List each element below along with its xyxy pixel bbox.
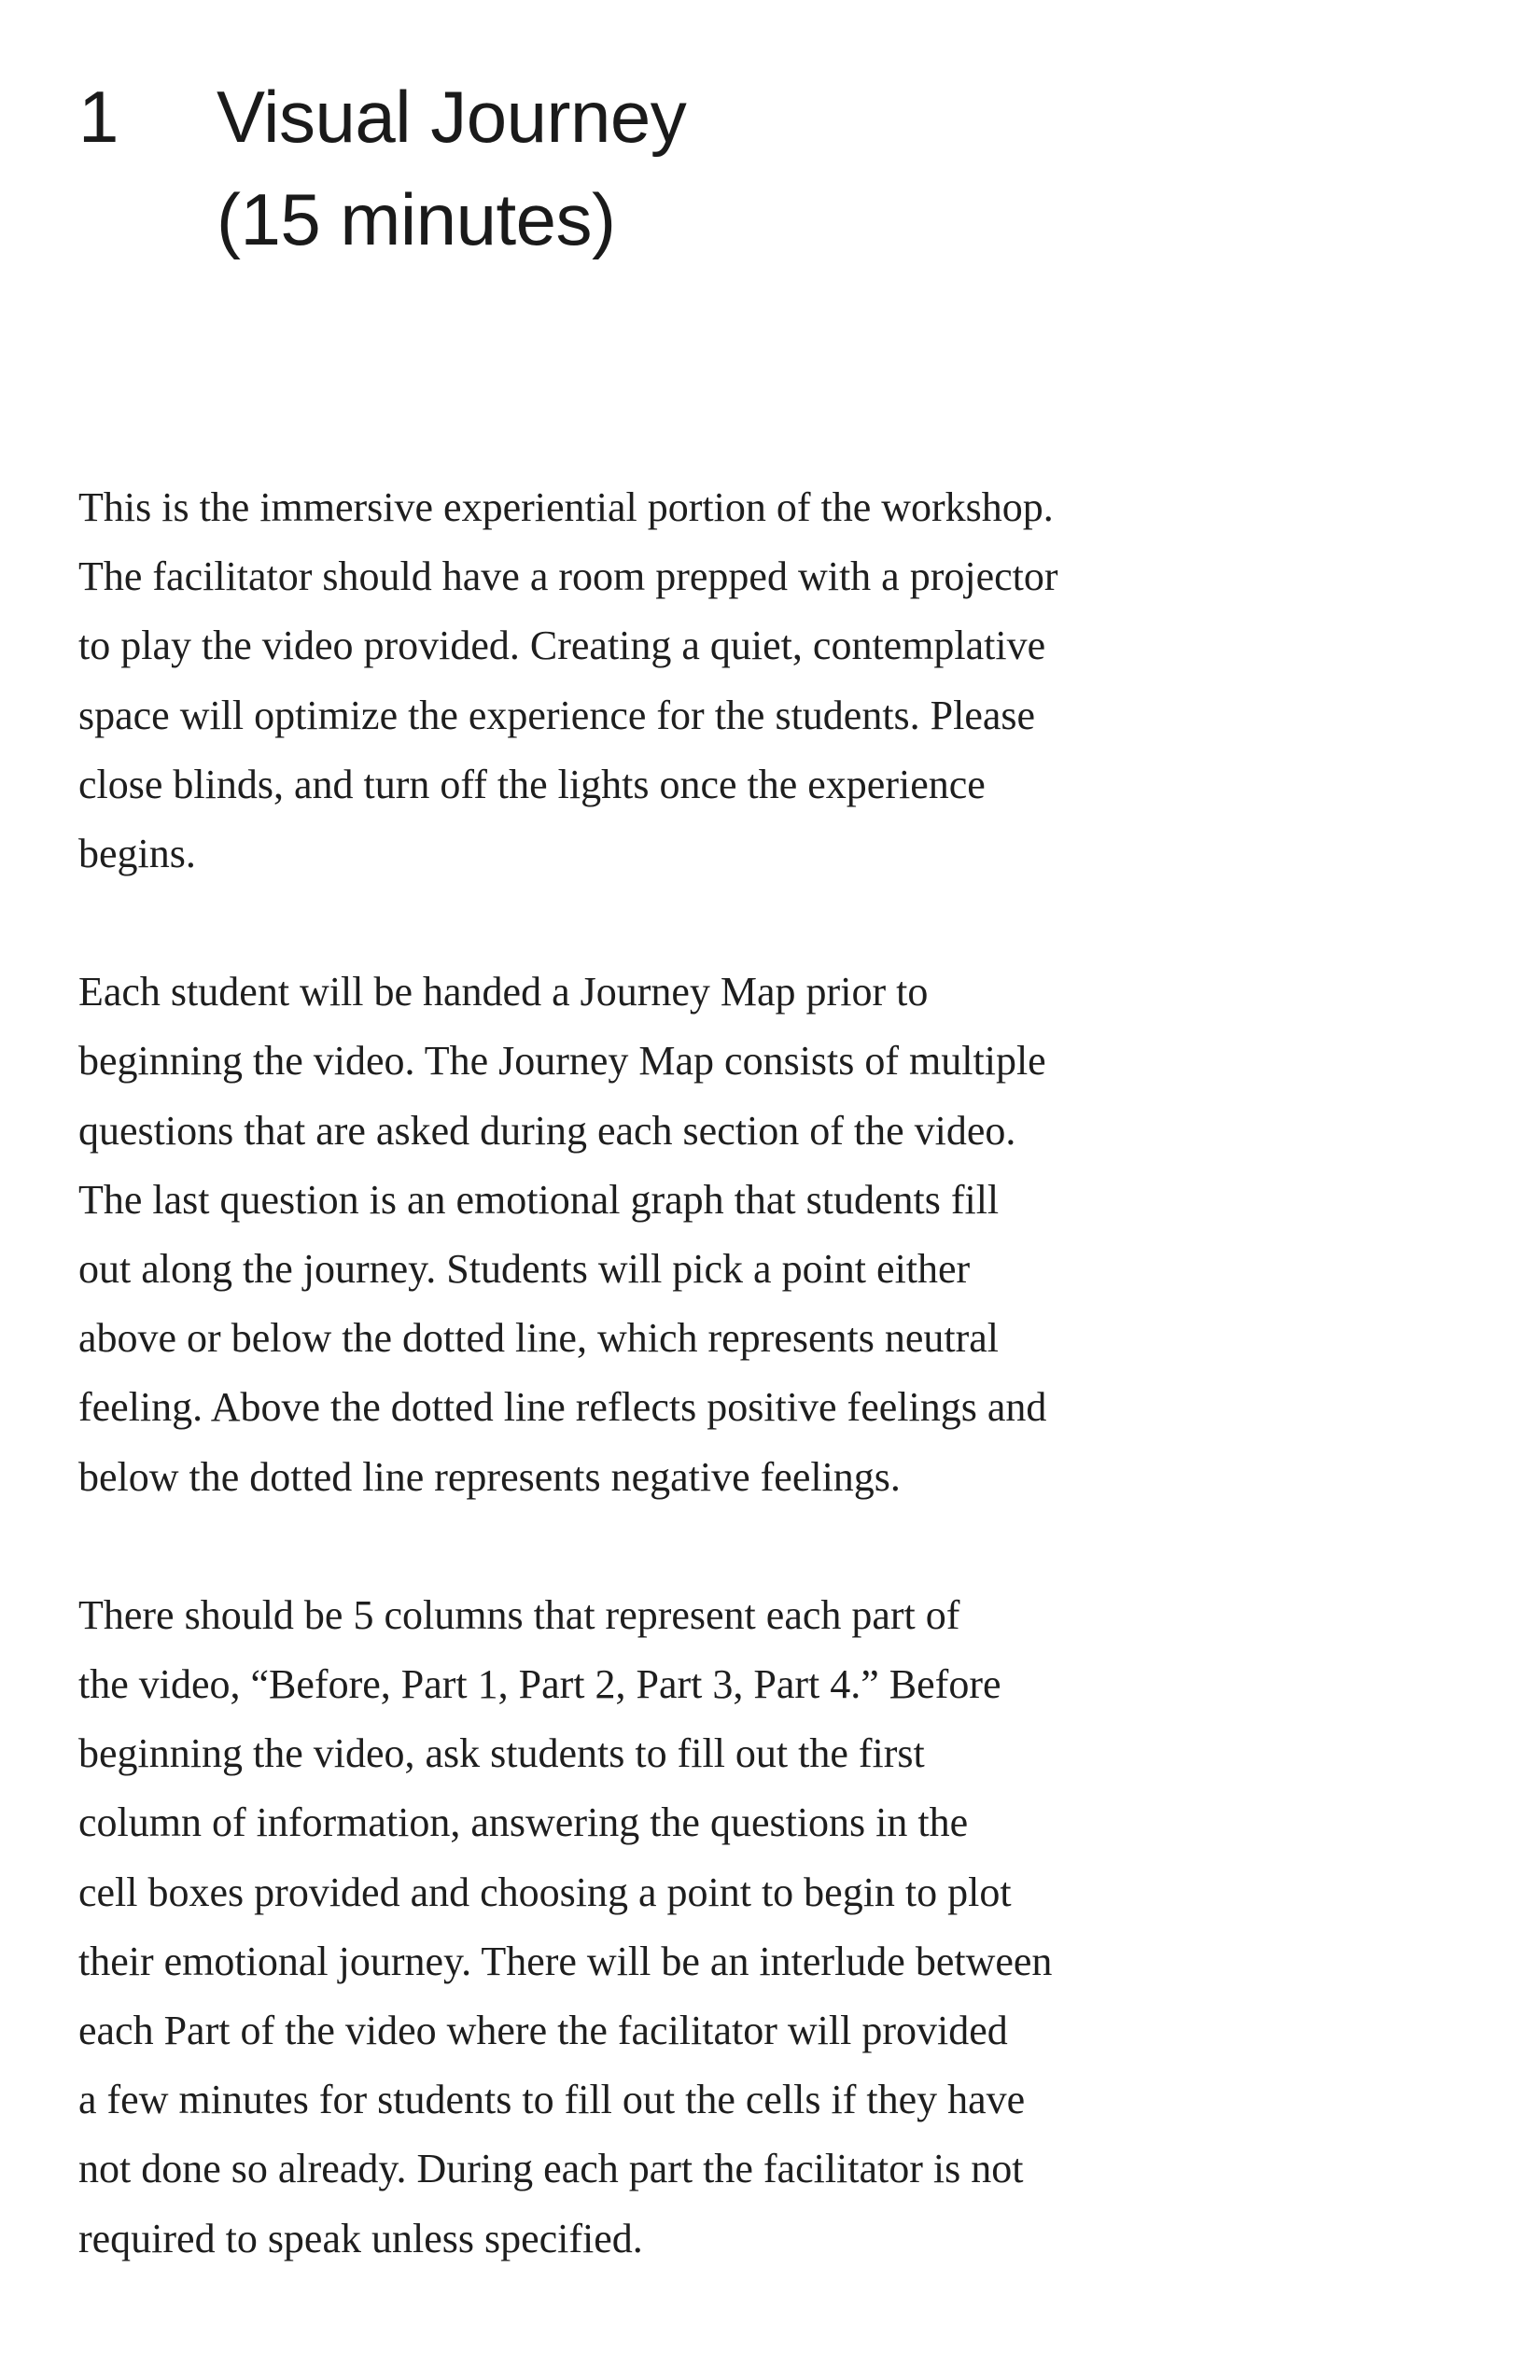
text-line: The last question is an emotional graph that students fill (78, 1176, 1000, 1223)
paragraph-columns (78, 1581, 1236, 2274)
section-title-line: (15 minutes) (217, 178, 616, 260)
paragraph-intro (78, 473, 1236, 889)
text-line: to play the video provided. Creating a quiet, contemplative (78, 623, 1046, 669)
text-line: each Part of the video where the facilitator will provided (78, 2008, 1008, 2054)
text-line: a few minutes for students to fill out the cells if they have (78, 2077, 1026, 2123)
text-line: There should be 5 columns that represent each part of (78, 1591, 960, 1638)
text-line: their emotional journey. There will be an interlude between (78, 1938, 1053, 1984)
text-line: beginning the video. The Journey Map consists of multiple (78, 1038, 1046, 1085)
text-line: required to speak unless specified. (78, 2215, 643, 2261)
text-line: the video, “Before, Part 1, Part 2, Part 3, Part 4.” Before (78, 1661, 1001, 1708)
text-line: not done so already. During each part the facilitator is not (78, 2146, 1024, 2192)
text-line: above or below the dotted line, which represents neutral (78, 1315, 1000, 1362)
text-line: space will optimize the experience for the students. Please (78, 692, 1036, 738)
body-text (78, 473, 1236, 2343)
text-line: cell boxes provided and choosing a point to begin to plot (78, 1869, 1012, 1915)
text-line: out along the journey. Students will pick a point either (78, 1246, 971, 1293)
text-line: This is the immersive experiential portion of the workshop. (78, 484, 1054, 530)
section-number: 1 (78, 76, 119, 158)
text-line: The facilitator should have a room prepped with a projector (78, 553, 1058, 600)
text-line: close blinds, and turn off the lights once the experience (78, 761, 986, 807)
text-line: column of information, answering the questions in the (78, 1799, 969, 1846)
paragraph-journey-map (78, 958, 1236, 1512)
text-line: feeling. Above the dotted line reflects positive feelings and (78, 1384, 1047, 1431)
text-line: begins. (78, 831, 196, 877)
text-line: Each student will be handed a Journey Map prior to (78, 969, 929, 1015)
text-line: below the dotted line represents negative feelings. (78, 1453, 901, 1500)
text-line: beginning the video, ask students to fill out the first (78, 1730, 925, 1777)
section-title (217, 65, 1243, 271)
section-title-line: Visual Journey (217, 76, 687, 158)
text-line: questions that are asked during each section of the video. (78, 1107, 1016, 1154)
